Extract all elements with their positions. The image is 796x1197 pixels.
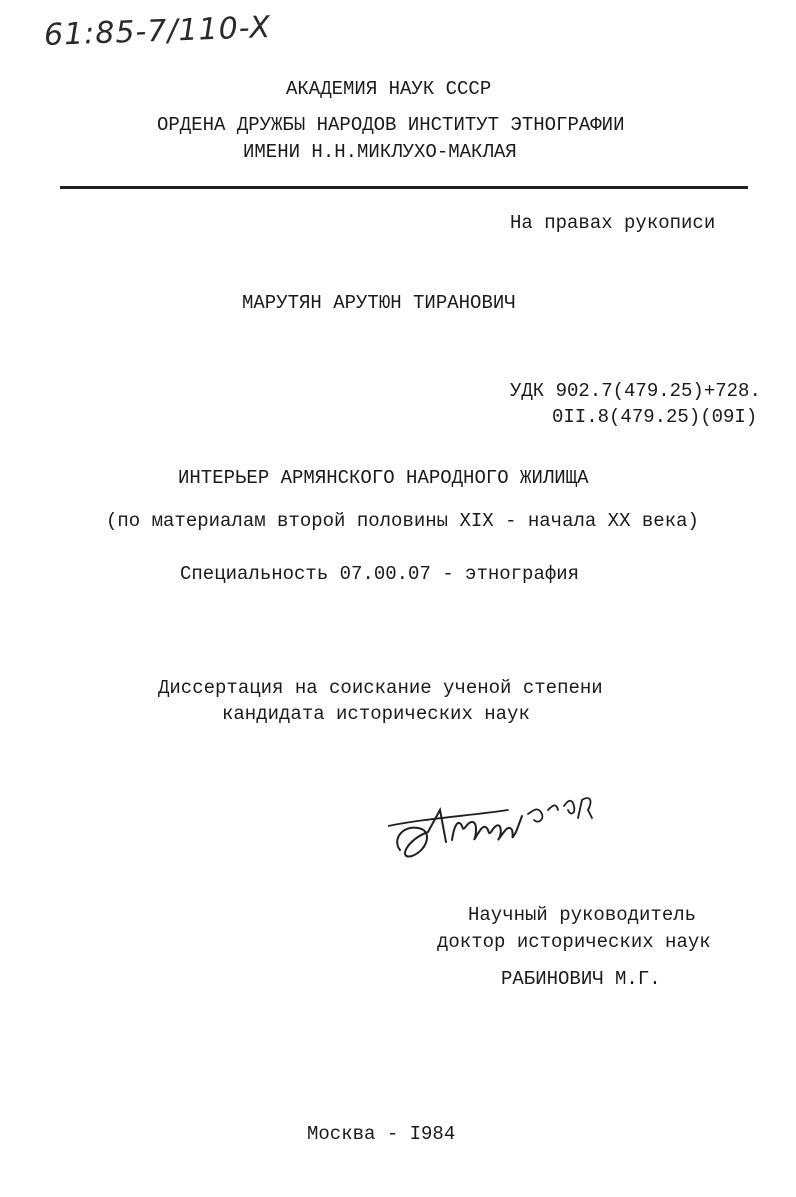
academy-name: АКАДЕМИЯ НАУК СССР — [286, 78, 492, 100]
city-year: Москва - I984 — [307, 1123, 456, 1145]
supervisor-label: Научный руководитель — [468, 904, 697, 926]
archive-code-handwritten: 61:85-7/110-X — [43, 10, 272, 53]
author-signature — [388, 770, 618, 870]
degree-line-1: Диссертация на соискание ученой степени — [158, 677, 603, 699]
dissertation-subtitle: (по материалам второй половины XIX - начала XX века) — [106, 510, 699, 532]
degree-line-2: кандидата исторических наук — [222, 703, 530, 725]
manuscript-note: На правах рукописи — [510, 212, 716, 234]
header-divider — [60, 186, 748, 189]
dissertation-title: ИНТЕРЬЕР АРМЯНСКОГО НАРОДНОГО ЖИЛИЩА — [178, 467, 589, 489]
supervisor-degree: доктор исторических наук — [437, 931, 711, 953]
institute-named-after: ИМЕНИ Н.Н.МИКЛУХО-МАКЛАЯ — [243, 141, 517, 163]
specialty: Специальность 07.00.07 - этнография — [180, 563, 580, 585]
udk-line-1: УДК 902.7(479.25)+728. — [510, 380, 761, 402]
institute-name: ОРДЕНА ДРУЖБЫ НАРОДОВ ИНСТИТУТ ЭТНОГРАФИИ — [157, 114, 625, 136]
author-name: МАРУТЯН АРУТЮН ТИРАНОВИЧ — [242, 292, 516, 314]
udk-line-2: 0II.8(479.25)(09I) — [552, 406, 758, 428]
supervisor-name: РАБИНОВИЧ М.Г. — [501, 968, 661, 990]
